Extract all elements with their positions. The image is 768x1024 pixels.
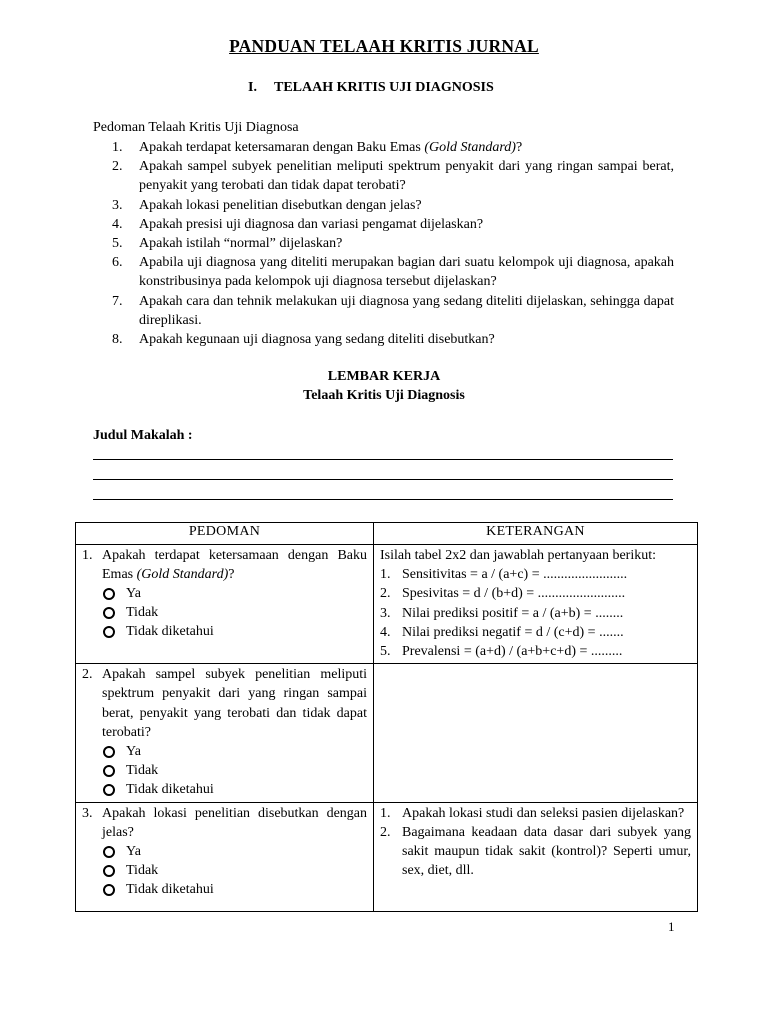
header-keterangan: KETERANGAN [374,523,698,545]
guide-item: 8. Apakah kegunaan uji diagnosa yang sedang diteliti disebutkan? [112,332,495,348]
guide-item: 3. Apakah lokasi penelitian disebutkan dengan jelas? [112,197,422,213]
judul-blank-line[interactable] [93,459,673,460]
page-title: PANDUAN TELAAH KRITIS JURNAL [229,36,539,56]
guide-list [112,138,674,349]
pedoman-cell [76,802,374,911]
keterangan-item: 1. Sensitivitas = a / (a+c) = ........................ [380,567,628,583]
option-tidak[interactable]: Tidak [82,604,367,623]
judul-blank-line[interactable] [93,499,673,500]
keterangan-item: 4. Nilai prediksi negatif = d / (c+d) = ....... [380,624,624,640]
option-tidak-diketahui[interactable]: Tidak diketahui [82,623,367,642]
worksheet-title: LEMBAR KERJA [327,369,441,384]
radio-icon[interactable] [103,884,115,896]
keterangan-item: 3. Nilai prediksi positif = a / (a+b) = ........ [380,605,624,621]
radio-icon[interactable] [103,846,115,858]
keterangan-cell [374,802,698,911]
table-row [76,664,698,802]
guide-item: 6. Apabila uji diagnosa yang diteliti merupakan bagian dari suatu kelompok uji diagnosa, apakah konstribusinya pada kelompok uji diagnosa tersebut dijelaskan? [112,255,674,290]
keterangan-cell[interactable] [374,664,698,802]
pedoman-cell [76,664,374,802]
option-ya[interactable]: Ya [82,584,367,603]
option-tidak-diketahui[interactable]: Tidak diketahui [82,880,367,899]
guide-item: 1. Apakah terdapat ketersamaran dengan Baku Emas (Gold Standard)? [112,140,523,155]
pedoman-cell [76,545,374,664]
question: 3. Apakah lokasi penelitian disebutkan dengan jelas? [82,805,367,840]
keterangan-intro: Isilah tabel 2x2 dan jawablah pertanyaan berikut: [380,548,657,563]
section-heading [248,80,494,96]
option-tidak[interactable]: Tidak [82,761,367,780]
guide-item: 2. Apakah sampel subyek penelitian meliputi spektrum penyakit dari yang ringan sampai berat, penyakit yang terobati dan tidak dapat terobati? [112,159,674,194]
question: 1. Apakah terdapat ketersamaan dengan Baku Emas (Gold Standard)? [82,548,367,583]
table-row [76,545,698,664]
header-pedoman: PEDOMAN [76,523,374,545]
guide-item: 5. Apakah istilah “normal” dijelaskan? [112,236,343,252]
judul-makalah-label: Judul Makalah : [93,428,193,443]
radio-icon[interactable] [103,607,115,619]
radio-icon[interactable] [103,765,115,777]
page-number: 1 [668,919,675,934]
keterangan-cell [374,545,698,664]
worksheet-table [75,522,698,912]
option-tidak[interactable]: Tidak [82,861,367,880]
guide-item: 7. Apakah cara dan tehnik melakukan uji diagnosa yang sedang diteliti dijelaskan, sehingga dapat direplikasi. [112,293,674,328]
table-header-row [76,523,698,545]
keterangan-item: 1. Apakah lokasi studi dan seleksi pasien dijelaskan? [380,805,685,821]
section-number: I. [248,80,257,95]
keterangan-item: 2. Spesivitas = d / (b+d) = ......................... [380,586,626,602]
radio-icon[interactable] [103,784,115,796]
worksheet-subtitle: Telaah Kritis Uji Diagnosis [303,388,465,403]
radio-icon[interactable] [103,588,115,600]
radio-icon[interactable] [103,746,115,758]
question: 2. Apakah sampel subyek penelitian meliputi spektrum penyakit dari yang ringan sampai berat, penyakit yang terobati dan tidak dapat terobati? [82,667,367,740]
guide-item: 4. Apakah presisi uji diagnosa dan variasi pengamat dijelaskan? [112,216,484,232]
option-ya[interactable]: Ya [82,842,367,861]
table-row [76,802,698,911]
option-tidak-diketahui[interactable]: Tidak diketahui [82,780,367,799]
radio-icon[interactable] [103,865,115,877]
section-heading-text: TELAAH KRITIS UJI DIAGNOSIS [274,80,494,95]
radio-icon[interactable] [103,626,115,638]
keterangan-item: 2. Bagaimana keadaan data dasar dari subyek yang sakit maupun tidak sakit (kontrol)? Seperti umur, sex, diet, dll. [380,824,691,879]
option-ya[interactable]: Ya [82,742,367,761]
guide-intro: Pedoman Telaah Kritis Uji Diagnosa [93,120,299,135]
keterangan-item: 5. Prevalensi = (a+d) / (a+b+c+d) = ......... [380,644,623,660]
judul-blank-line[interactable] [93,479,673,480]
